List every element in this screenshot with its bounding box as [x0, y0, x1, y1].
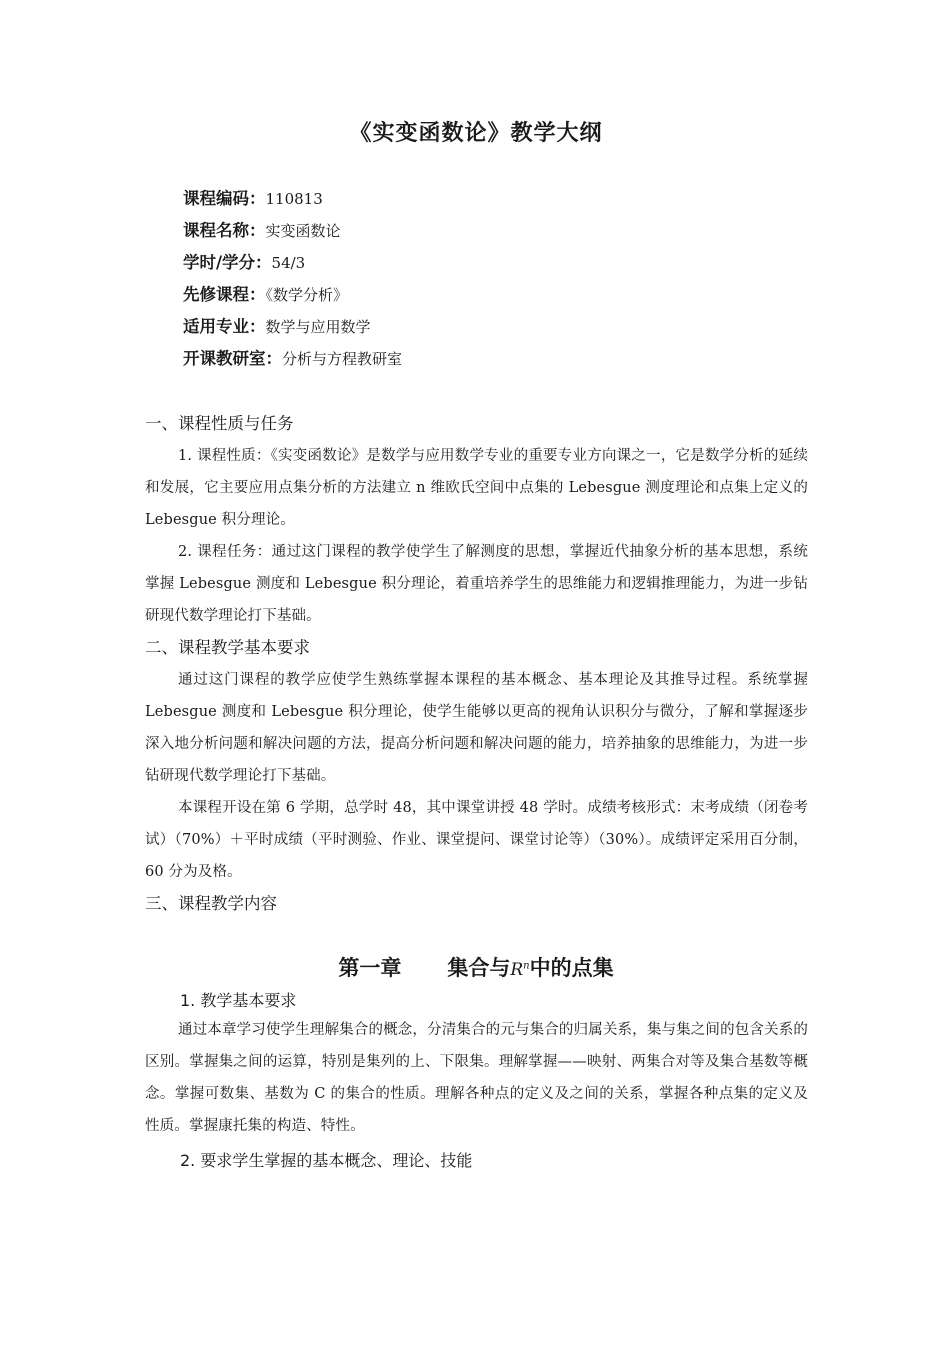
prerequisite-line: [183, 284, 348, 307]
course-name-value: 实变函数论: [265, 222, 341, 240]
chapter-title-post: 中的点集: [529, 956, 614, 980]
department-value: 分析与方程教研室: [282, 350, 403, 368]
course-code-value: 110813: [265, 190, 323, 208]
course-name-line: [183, 220, 341, 243]
paragraph-course-task: 2. 课程任务：通过这门课程的教学使学生了解测度的思想，掌握近代抽象分析的基本思想，系统掌握 Lebesgue 测度和 Lebesgue 积分理论，着重培养学生的思维能力和逻辑推理能力，为进一步钻研现代数学理论打下基础。: [145, 544, 808, 624]
subheading-basic-requirements: 1. 教学基本要求: [180, 991, 297, 1010]
paragraph-requirements: 通过这门课程的教学应使学生熟练掌握本课程的基本概念、基本理论及其推导过程。系统掌握 Lebesgue 测度和 Lebesgue 积分理论，使学生能够以更高的视角认识积分与微分，了解和掌握逐步深入地分析问题和解决问题的方法，提高分析问题和解决问题的能力，培养抽象的思维能力，为进一步钻研现代数学理论打下基础。: [145, 672, 808, 784]
department-line: [183, 348, 402, 371]
paragraph-assessment: 本课程开设在第 6 学期，总学时 48，其中课堂讲授 48 学时。成绩考核形式：末考成绩（闭卷考试）（70%）＋平时成绩（平时测验、作业、课堂提问、课堂讨论等）（30%）。成绩评定采用百分制，60 分为及格。: [145, 800, 808, 880]
major-label: 适用专业：: [183, 317, 266, 336]
chapter-title-pre: 集合与: [447, 956, 511, 980]
section-heading-requirements: 二、课程教学基本要求: [145, 638, 310, 657]
section-heading-nature: 一、课程性质与任务: [145, 414, 294, 433]
hours-credits-value: 54/3: [271, 254, 306, 272]
paragraph-chapter-requirements: 通过本章学习使学生理解集合的概念，分清集合的元与集合的归属关系，集与集之间的包含关系的区别。掌握集之间的运算，特别是集列的上、下限集。理解掌握——映射、两集合对等及集合基数等概念。掌握可数集、基数为 C 的集合的性质。理解各种点的定义及之间的关系，掌握各种点集的定义及性质。掌握康托集的构造、特性。: [145, 1022, 808, 1134]
chapter-title: [0, 952, 952, 982]
major-line: [183, 316, 371, 339]
course-name-label: 课程名称：: [183, 221, 266, 240]
course-code-line: [183, 188, 323, 211]
prerequisite-value: 《数学分析》: [265, 286, 349, 304]
math-symbol-rn: $R^n$: [510, 960, 530, 980]
department-label: 开课教研室：: [183, 349, 282, 368]
chapter-number: 第一章: [338, 956, 402, 980]
document-title: 《实变函数论》教学大纲: [349, 121, 603, 146]
paragraph-course-nature: 1. 课程性质：《实变函数论》是数学与应用数学专业的重要专业方向课之一，它是数学分析的延续和发展，它主要应用点集分析的方法建立 n 维欧氏空间中点集的 Lebesgue 测度理论和点集上定义的 Lebesgue 积分理论。: [145, 448, 808, 528]
major-value: 数学与应用数学: [265, 318, 371, 336]
section-heading-content: 三、课程教学内容: [145, 894, 277, 913]
hours-credits-line: [183, 252, 305, 275]
subheading-concepts-skills: 2. 要求学生掌握的基本概念、理论、技能: [180, 1151, 473, 1170]
hours-credits-label: 学时/学分：: [183, 253, 272, 272]
prerequisite-label: 先修课程：: [183, 285, 266, 304]
course-code-label: 课程编码：: [183, 189, 266, 208]
